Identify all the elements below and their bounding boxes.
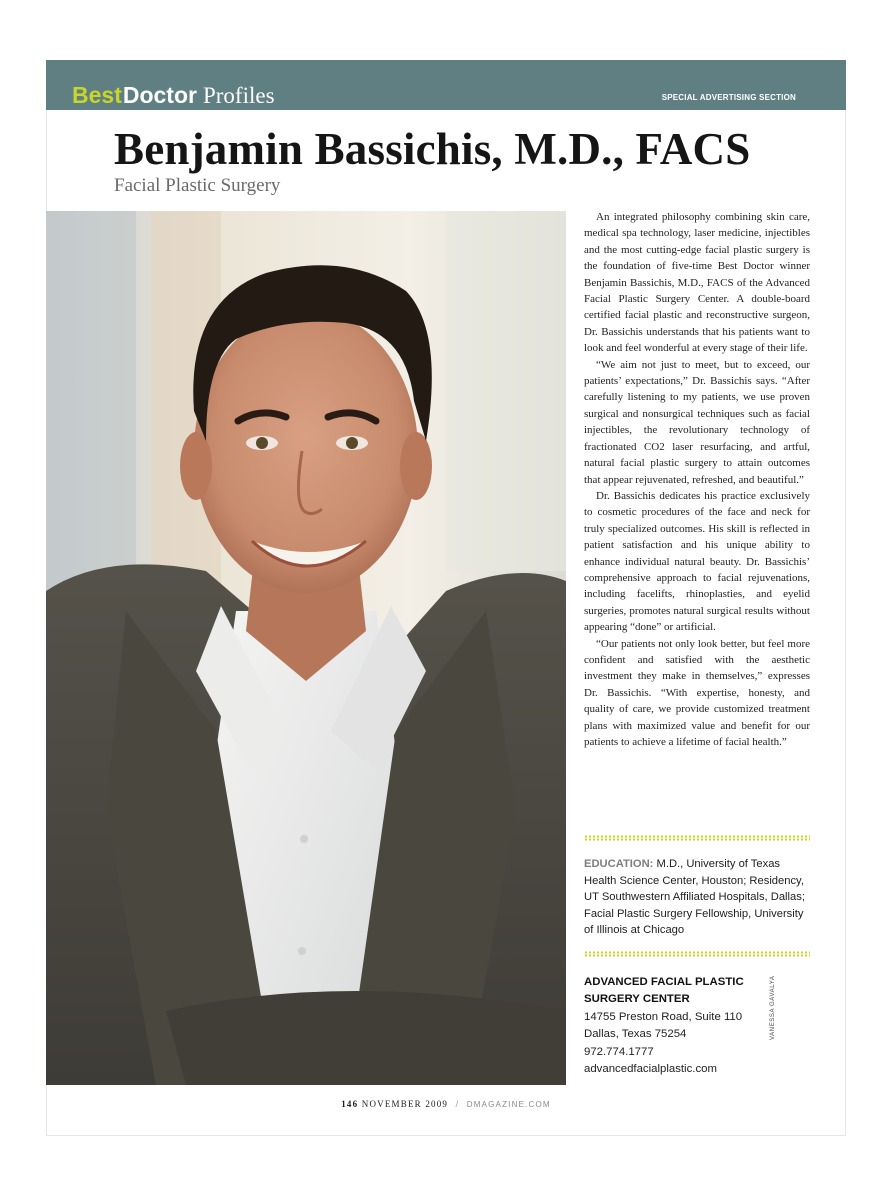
education-label: EDUCATION:: [584, 858, 654, 870]
street-address: 14755 Preston Road, Suite 110: [584, 1010, 743, 1023]
special-advertising-label: SPECIAL ADVERTISING SECTION: [661, 93, 796, 102]
brand-doctor: Doctor: [122, 82, 197, 108]
footer-separator: /: [455, 1099, 460, 1109]
dotted-divider: [584, 835, 810, 841]
issue-date: NOVEMBER 2009: [361, 1099, 449, 1109]
article-paragraph: “Our patients not only look better, but feel more confident and satisfied with the aesthetic investment they make in themselves,” expresses Dr. Bassichis. “With expertise, honesty, and quality of care, we provide customized treatment plans with maximized value and benefit for our patients to achieve a lifetime of facial health.”: [584, 637, 810, 748]
doctor-portrait-photo: [46, 211, 566, 1085]
article-paragraph: Dr. Bassichis dedicates his practice exclusively to cosmetic procedures of the face and neck for truly specialized outcomes. His skill is reflected in patient satisfaction and his unique ability to enhance individual natural beauty. Dr. Bassichis’ comprehensive approach to facial rejuvenations, including facelifts, rhinoplasties, and eyelid surgeries, promotes natural surgical results without appearing “done” or artificial.: [584, 489, 810, 634]
org-name-line1: ADVANCED FACIAL PLASTIC: [584, 976, 744, 988]
phone-number: 972.774.1777: [584, 1045, 654, 1058]
education-block: [584, 856, 812, 939]
magazine-site: DMAGAZINE.COM: [466, 1100, 551, 1109]
doctor-name-title: Benjamin Bassichis, M.D., FACS: [114, 124, 751, 174]
city-state-zip: Dallas, Texas 75254: [584, 1028, 687, 1041]
page-footer: [0, 1099, 892, 1109]
page-number: 146: [341, 1099, 359, 1109]
photo-credit: VANESSA GAVALYA: [770, 975, 776, 1040]
article-paragraph: “We aim not just to meet, but to exceed, our patients’ expectations,” Dr. Bassichis says. “After carefully listening to my patients, we use proven surgical and nonsurgical techniques such as facial injectibles, the revolutionary technology of fractionated CO2 laser resurfacing, and artful, natural facial plastic surgery to attain outcomes that appear rejuvenated, refreshed, and beautiful.”: [584, 358, 810, 486]
brand-profiles: Profiles: [202, 83, 275, 108]
article-body: [584, 209, 810, 750]
brand-best: Best: [72, 82, 122, 108]
specialty-subtitle: Facial Plastic Surgery: [114, 175, 281, 196]
section-banner: [46, 60, 846, 110]
article-paragraph: An integrated philosophy combining skin care, medical spa technology, laser medicine, injectibles and the most cutting-edge facial plastic surgery is the foundation of five-time Best Doctor winner Benjamin Bassichis, M.D., FACS of the Advanced Facial Plastic Surgery Center. A double-board certified facial plastic and reconstructive surgeon, Dr. Bassichis understands that his patients want to look and feel wonderful at every stage of their life.: [584, 211, 810, 355]
website-link[interactable]: advancedfacialplastic.com: [584, 1063, 717, 1076]
dotted-divider: [584, 951, 810, 957]
best-doctor-profiles-logo: [72, 82, 275, 109]
org-name-line2: SURGERY CENTER: [584, 993, 690, 1006]
education-text: M.D., University of Texas Health Science Center, Houston; Residency, UT Southwestern Affiliated Hospitals, Dallas; Facial Plastic Surgery Fellowship, University of Illinois at Chicago: [584, 858, 805, 937]
